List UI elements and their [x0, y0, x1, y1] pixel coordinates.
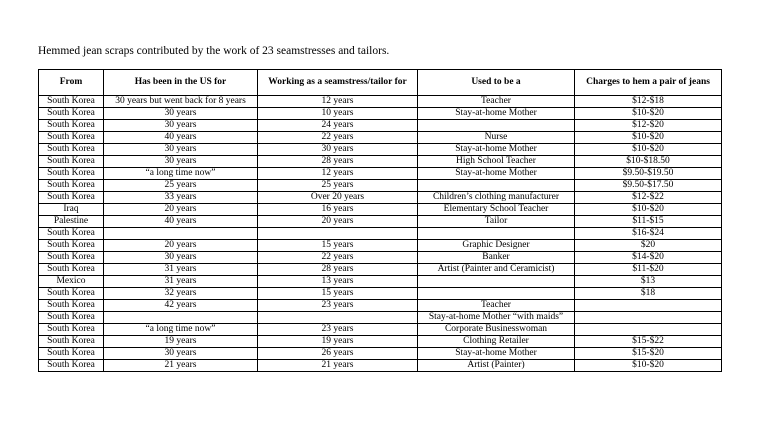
cell-charges: $10-$20: [575, 108, 722, 120]
cell-from: Palestine: [39, 216, 104, 228]
cell-years-in-us: 20 years: [104, 240, 258, 252]
table-row: [39, 312, 722, 324]
column-header-from: From: [39, 70, 104, 96]
cell-charges: $13: [575, 276, 722, 288]
cell-charges: $10-$20: [575, 360, 722, 372]
cell-from: Iraq: [39, 204, 104, 216]
cell-used-to-be: [418, 120, 575, 132]
table-row: [39, 240, 722, 252]
cell-charges: $12-$18: [575, 96, 722, 108]
cell-years-in-us: 40 years: [104, 216, 258, 228]
cell-working-as: 21 years: [258, 360, 418, 372]
cell-used-to-be: Clothing Retailer: [418, 336, 575, 348]
cell-years-in-us: [104, 312, 258, 324]
cell-from: Mexico: [39, 276, 104, 288]
cell-used-to-be: Graphic Designer: [418, 240, 575, 252]
cell-years-in-us: 32 years: [104, 288, 258, 300]
cell-used-to-be: Banker: [418, 252, 575, 264]
cell-years-in-us: “a long time now”: [104, 324, 258, 336]
cell-years-in-us: 19 years: [104, 336, 258, 348]
cell-working-as: 15 years: [258, 288, 418, 300]
cell-years-in-us: 25 years: [104, 180, 258, 192]
table-row: [39, 336, 722, 348]
cell-from: South Korea: [39, 312, 104, 324]
column-header-used-to-be: Used to be a: [418, 70, 575, 96]
table-row: [39, 144, 722, 156]
cell-used-to-be: Children’s clothing manufacturer: [418, 192, 575, 204]
cell-years-in-us: 30 years: [104, 156, 258, 168]
table-row: [39, 132, 722, 144]
table-row: [39, 348, 722, 360]
cell-working-as: 20 years: [258, 216, 418, 228]
cell-used-to-be: High School Teacher: [418, 156, 575, 168]
cell-from: South Korea: [39, 192, 104, 204]
cell-working-as: 23 years: [258, 324, 418, 336]
cell-working-as: 16 years: [258, 204, 418, 216]
cell-working-as: 10 years: [258, 108, 418, 120]
cell-used-to-be: [418, 180, 575, 192]
cell-from: South Korea: [39, 252, 104, 264]
table-row: [39, 252, 722, 264]
cell-from: South Korea: [39, 348, 104, 360]
cell-charges: [575, 312, 722, 324]
cell-from: South Korea: [39, 168, 104, 180]
cell-working-as: 22 years: [258, 252, 418, 264]
cell-charges: $16-$24: [575, 228, 722, 240]
cell-from: South Korea: [39, 108, 104, 120]
cell-used-to-be: Stay-at-home Mother: [418, 348, 575, 360]
cell-years-in-us: 21 years: [104, 360, 258, 372]
cell-used-to-be: Nurse: [418, 132, 575, 144]
cell-working-as: 25 years: [258, 180, 418, 192]
column-header-years-in-us: Has been in the US for: [104, 70, 258, 96]
cell-used-to-be: [418, 276, 575, 288]
column-header-charges: Charges to hem a pair of jeans: [575, 70, 722, 96]
cell-charges: $10-$20: [575, 144, 722, 156]
cell-from: South Korea: [39, 300, 104, 312]
cell-years-in-us: 40 years: [104, 132, 258, 144]
cell-charges: $9.50-$17.50: [575, 180, 722, 192]
cell-used-to-be: Teacher: [418, 96, 575, 108]
cell-working-as: Over 20 years: [258, 192, 418, 204]
cell-working-as: 12 years: [258, 96, 418, 108]
table-row: [39, 180, 722, 192]
cell-charges: $10-$20: [575, 132, 722, 144]
cell-years-in-us: 31 years: [104, 276, 258, 288]
cell-years-in-us: 30 years: [104, 108, 258, 120]
cell-working-as: 12 years: [258, 168, 418, 180]
cell-from: South Korea: [39, 264, 104, 276]
cell-from: South Korea: [39, 288, 104, 300]
cell-years-in-us: 42 years: [104, 300, 258, 312]
cell-working-as: 28 years: [258, 264, 418, 276]
cell-used-to-be: [418, 228, 575, 240]
table-row: [39, 108, 722, 120]
table-row: [39, 360, 722, 372]
cell-working-as: 30 years: [258, 144, 418, 156]
cell-from: South Korea: [39, 240, 104, 252]
table-row: [39, 216, 722, 228]
cell-charges: $18: [575, 288, 722, 300]
cell-used-to-be: Stay-at-home Mother: [418, 108, 575, 120]
table-row: [39, 168, 722, 180]
table-row: [39, 228, 722, 240]
table-row: [39, 96, 722, 108]
cell-years-in-us: “a long time now”: [104, 168, 258, 180]
cell-working-as: 15 years: [258, 240, 418, 252]
cell-charges: $11-$15: [575, 216, 722, 228]
table-header-row: [39, 70, 722, 96]
cell-years-in-us: [104, 228, 258, 240]
cell-charges: $14-$20: [575, 252, 722, 264]
table-row: [39, 276, 722, 288]
cell-used-to-be: [418, 288, 575, 300]
cell-working-as: 24 years: [258, 120, 418, 132]
cell-charges: $11-$20: [575, 264, 722, 276]
cell-used-to-be: Stay-at-home Mother: [418, 168, 575, 180]
cell-years-in-us: 30 years: [104, 144, 258, 156]
table-row: [39, 324, 722, 336]
cell-from: South Korea: [39, 180, 104, 192]
cell-used-to-be: Stay-at-home Mother “with maids”: [418, 312, 575, 324]
cell-years-in-us: 30 years: [104, 252, 258, 264]
table-row: [39, 204, 722, 216]
cell-from: South Korea: [39, 324, 104, 336]
cell-from: South Korea: [39, 360, 104, 372]
cell-years-in-us: 20 years: [104, 204, 258, 216]
cell-years-in-us: 33 years: [104, 192, 258, 204]
cell-from: South Korea: [39, 96, 104, 108]
cell-used-to-be: Stay-at-home Mother: [418, 144, 575, 156]
cell-from: South Korea: [39, 120, 104, 132]
cell-working-as: [258, 312, 418, 324]
cell-years-in-us: 30 years: [104, 120, 258, 132]
cell-working-as: 23 years: [258, 300, 418, 312]
cell-years-in-us: 30 years: [104, 348, 258, 360]
table-row: [39, 120, 722, 132]
cell-years-in-us: 30 years but went back for 8 years: [104, 96, 258, 108]
table-row: [39, 156, 722, 168]
cell-working-as: 26 years: [258, 348, 418, 360]
cell-from: South Korea: [39, 336, 104, 348]
cell-used-to-be: Elementary School Teacher: [418, 204, 575, 216]
cell-working-as: [258, 228, 418, 240]
cell-charges: $15-$20: [575, 348, 722, 360]
cell-working-as: 28 years: [258, 156, 418, 168]
cell-used-to-be: Artist (Painter): [418, 360, 575, 372]
cell-charges: $15-$22: [575, 336, 722, 348]
column-header-working-as: Working as a seamstress/tailor for: [258, 70, 418, 96]
cell-charges: $12-$22: [575, 192, 722, 204]
cell-charges: $10-$20: [575, 204, 722, 216]
cell-from: South Korea: [39, 132, 104, 144]
cell-used-to-be: Teacher: [418, 300, 575, 312]
table-row: [39, 192, 722, 204]
cell-charges: $20: [575, 240, 722, 252]
cell-charges: $10-$18.50: [575, 156, 722, 168]
cell-charges: [575, 300, 722, 312]
cell-charges: $9.50-$19.50: [575, 168, 722, 180]
table-body: [39, 96, 722, 372]
cell-from: South Korea: [39, 144, 104, 156]
cell-charges: $12-$20: [575, 120, 722, 132]
cell-working-as: 13 years: [258, 276, 418, 288]
cell-used-to-be: Tailor: [418, 216, 575, 228]
document-caption: Hemmed jean scraps contributed by the work of 23 seamstresses and tailors.: [38, 45, 390, 57]
cell-charges: [575, 324, 722, 336]
cell-working-as: 22 years: [258, 132, 418, 144]
table-row: [39, 288, 722, 300]
cell-used-to-be: Corporate Businesswoman: [418, 324, 575, 336]
table-row: [39, 264, 722, 276]
table-row: [39, 300, 722, 312]
cell-working-as: 19 years: [258, 336, 418, 348]
cell-years-in-us: 31 years: [104, 264, 258, 276]
cell-used-to-be: Artist (Painter and Ceramicist): [418, 264, 575, 276]
cell-from: South Korea: [39, 156, 104, 168]
seamstress-table: [38, 69, 722, 372]
cell-from: South Korea: [39, 228, 104, 240]
